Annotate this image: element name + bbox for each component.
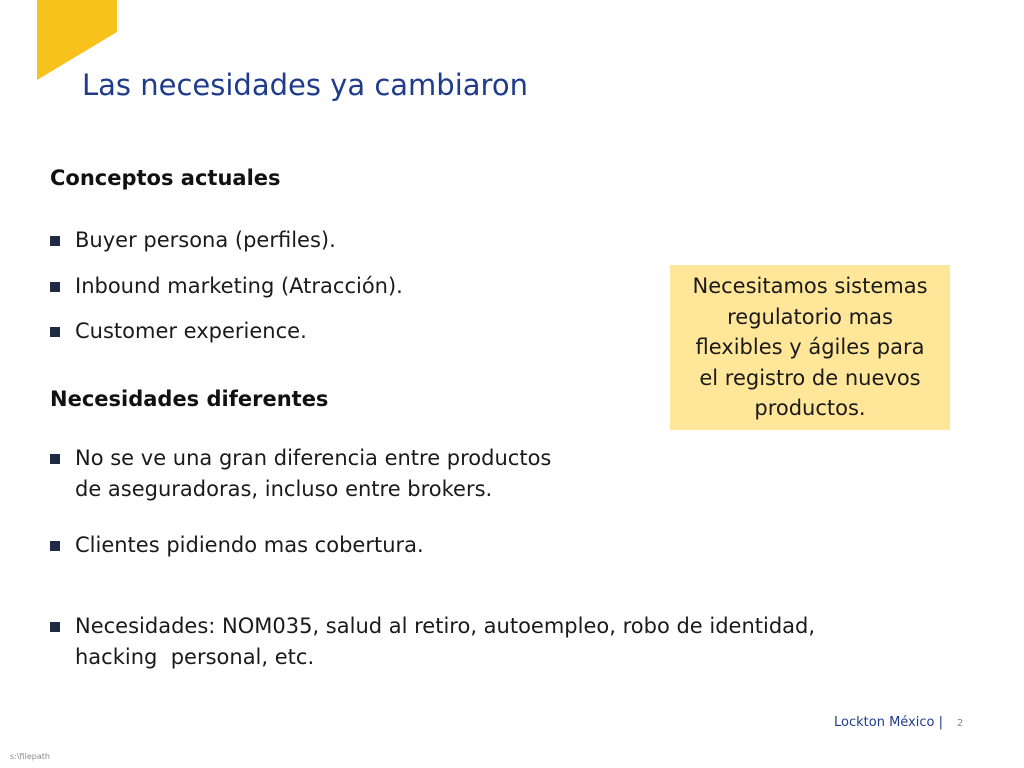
footer-brand: Lockton México | — [834, 715, 943, 730]
bullet-item — [50, 443, 551, 505]
square-bullet-icon — [50, 541, 60, 551]
square-bullet-icon — [50, 236, 60, 246]
callout-text: Necesitamos sistemas regulatorio mas flexibles y ágiles para el registro de nuevos productos. — [692, 274, 928, 421]
section-heading-necesidades: Necesidades diferentes — [50, 387, 329, 411]
bullet-text: Clientes pidiendo mas cobertura. — [75, 533, 424, 557]
bullet-item — [50, 530, 424, 561]
square-bullet-icon — [50, 454, 60, 464]
slide-title: Las necesidades ya cambiaron — [82, 68, 528, 102]
square-bullet-icon — [50, 622, 60, 632]
bullet-text: Inbound marketing (Atracción). — [75, 274, 403, 298]
page-number: 2 — [957, 718, 964, 729]
bullet-item — [50, 271, 403, 302]
square-bullet-icon — [50, 327, 60, 337]
bullet-text: Necesidades: NOM035, salud al retiro, autoempleo, robo de identidad, hacking personal, etc. — [75, 614, 816, 669]
bullet-text: Buyer persona (perfiles). — [75, 228, 336, 252]
square-bullet-icon — [50, 282, 60, 292]
bullet-item — [50, 225, 336, 256]
section-heading-conceptos: Conceptos actuales — [50, 166, 281, 190]
footer-filepath: s:\filepath — [10, 752, 50, 761]
bullet-item — [50, 316, 307, 347]
bullet-text: Customer experience. — [75, 319, 307, 343]
bullet-text: No se ve una gran diferencia entre productos de aseguradoras, incluso entre brokers. — [75, 446, 552, 501]
callout-box — [670, 265, 950, 430]
bullet-item — [50, 611, 815, 673]
